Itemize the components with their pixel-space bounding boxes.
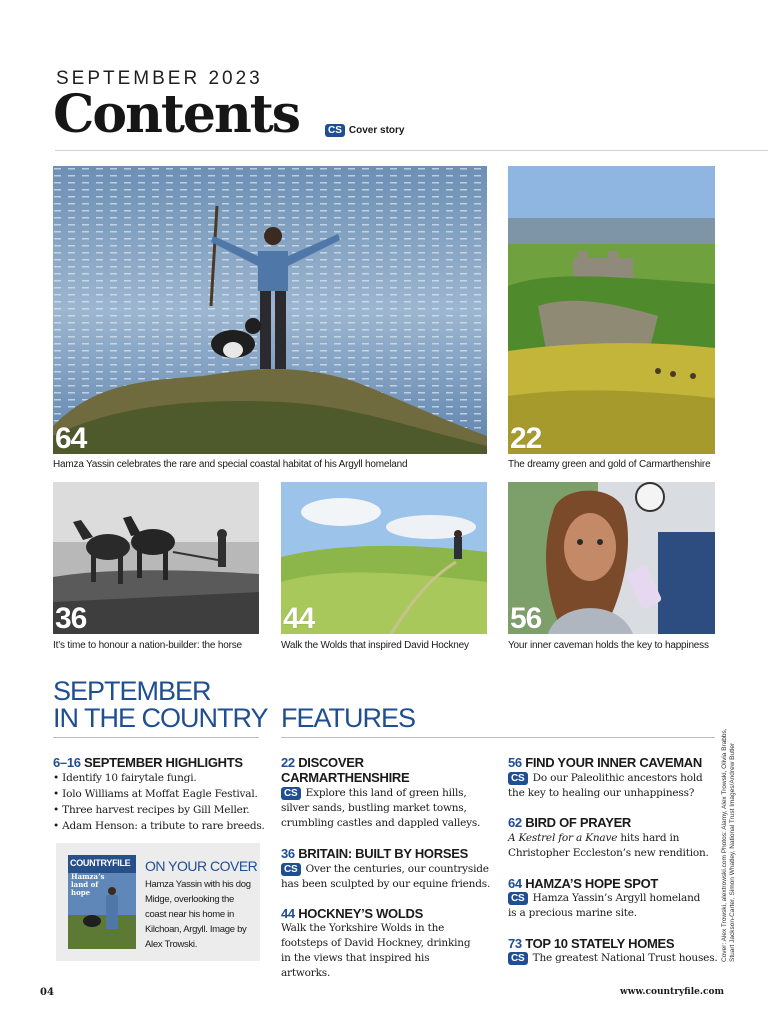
feature-horses-heading[interactable] [281,846,468,861]
feature-page-number: 44 [281,906,295,921]
photo-caveman[interactable] [508,482,715,634]
photo-caption: The dreamy green and gold of Carmarthenshire [508,459,711,470]
features-heading: FEATURES [281,703,416,733]
feature-hope-spot-body [508,891,708,921]
cs-badge: CS [281,863,301,876]
header-divider [55,150,768,151]
photo-page-number: 22 [510,422,542,454]
feature-page-number: 62 [508,815,522,830]
country-section-heading [53,678,268,732]
photo-wolds[interactable] [281,482,487,634]
feature-description: hits hard in Christopher Eccleston’s new rendition. [508,832,709,859]
feature-description: Hamza Yassin’s Argyll homeland is a precious marine site. [508,892,701,919]
feature-description: Explore this land of green hills, silver sands, bustling market towns, crumbling castles and dappled valleys. [281,787,481,829]
coast-photo-illustration [53,166,487,454]
credits-line2: Stuart Jackson-Carter, Simon Whatley, National Trust Images/Andrew Butler [729,742,736,962]
features-divider [281,737,715,738]
credits-line1: Cover: Alex Trowski, alextrowski.com Photos: Alamy, Alex Trowski, Olivia Brabbs, [721,728,728,962]
photo-carmarthenshire[interactable] [508,166,715,454]
cover-thumbnail-illustration [68,855,136,949]
feature-title: BIRD OF PRAYER [525,815,632,830]
photo-page-number: 56 [510,602,542,634]
country-heading-line1: SEPTEMBER [53,676,211,706]
photo-page-number: 44 [283,602,315,634]
photo-caption: Your inner caveman holds the key to happiness [508,640,709,651]
cs-badge: CS [508,952,528,965]
feature-italic-title: A Kestrel for a Knave [508,832,618,844]
feature-carmarthenshire-heading[interactable] [281,755,409,785]
highlights-title: SEPTEMBER HIGHLIGHTS [84,755,243,770]
issue-date: SEPTEMBER 2023 [56,68,263,89]
cover-thumbnail[interactable] [68,855,136,949]
photo-credits [721,722,737,962]
cover-thumb-headline: Hamza’s land of hope [71,872,105,897]
feature-page-number: 22 [281,755,295,770]
feature-bird-heading[interactable] [508,815,631,830]
cs-badge: CS [281,787,301,800]
feature-description: Do our Paleolithic ancestors hold the key to healing our unhappiness? [508,772,703,799]
feature-page-number: 56 [508,755,522,770]
feature-hope-spot-heading[interactable] [508,876,658,891]
feature-title: FIND YOUR INNER CAVEMAN [525,755,702,770]
page-title: Contents [53,84,300,145]
feature-title: HOCKNEY’S WOLDS [298,906,423,921]
feature-page-number: 64 [508,876,522,891]
photo-caption: Walk the Wolds that inspired David Hockney [281,640,469,651]
on-your-cover-text: Hamza Yassin with his dog Midge, overlooking the coast near his home in Kilchoan, Argyll. Image by Alex Trowski. [145,879,251,950]
feature-caveman-body [508,771,708,801]
country-section-divider [53,737,259,738]
feature-horses-body [281,862,491,892]
list-item: • Identify 10 fairytale fungi. [53,770,268,786]
cover-thumb-masthead: COUNTRYFILE [70,858,131,868]
photo-page-number: 64 [55,422,87,454]
list-item: • Adam Henson: a tribute to rare breeds. [53,818,268,834]
cover-story-key [325,124,404,137]
photo-caption: It’s time to honour a nation-builder: the horse [53,640,242,651]
feature-caveman-heading[interactable] [508,755,702,770]
feature-title: DISCOVER [298,755,364,770]
photo-caption: Hamza Yassin celebrates the rare and special coastal habitat of his Argyll homeland [53,459,408,470]
feature-description: Over the centuries, our countryside has been sculpted by our equine friends. [281,863,491,890]
photo-hamza-coast[interactable] [53,166,487,454]
feature-description: Walk the Yorkshire Wolds in the footsteps of David Hockney, drinking in the views that inspired his artworks. [281,922,471,979]
photo-horses[interactable] [53,482,259,634]
feature-page-number: 73 [508,936,522,951]
cover-story-label: Cover story [348,125,405,137]
feature-carmarthenshire-body [281,786,486,831]
photo-page-number: 36 [55,602,87,634]
highlights-heading[interactable] [53,755,243,770]
feature-description: The greatest National Trust houses. [532,952,718,964]
country-heading-line2: IN THE COUNTRY [53,703,268,733]
feature-hockney-body [281,921,481,981]
highlights-page-range: 6–16 [53,755,81,770]
website-link[interactable]: www.countryfile.com [620,987,724,997]
cs-badge: CS [508,772,528,785]
feature-title: BRITAIN: BUILT BY HORSES [298,846,468,861]
feature-stately-homes-body [508,951,718,966]
page-number: 04 [40,987,54,998]
feature-page-number: 36 [281,846,295,861]
feature-title: HAMZA’S HOPE SPOT [525,876,659,891]
feature-title: TOP 10 STATELY HOMES [525,936,675,951]
feature-stately-homes-heading[interactable] [508,936,674,951]
cs-badge: CS [325,124,345,137]
cs-badge: CS [508,892,528,905]
list-item: • Iolo Williams at Moffat Eagle Festival. [53,786,268,802]
list-item: • Three harvest recipes by Gill Meller. [53,802,268,818]
on-your-cover-title: ON YOUR COVER [145,858,258,874]
feature-hockney-heading[interactable] [281,906,423,921]
feature-title-line2: CARMARTHENSHIRE [281,770,410,785]
castle-photo-illustration [508,166,715,454]
highlights-list [53,770,268,834]
feature-bird-body [508,831,718,861]
